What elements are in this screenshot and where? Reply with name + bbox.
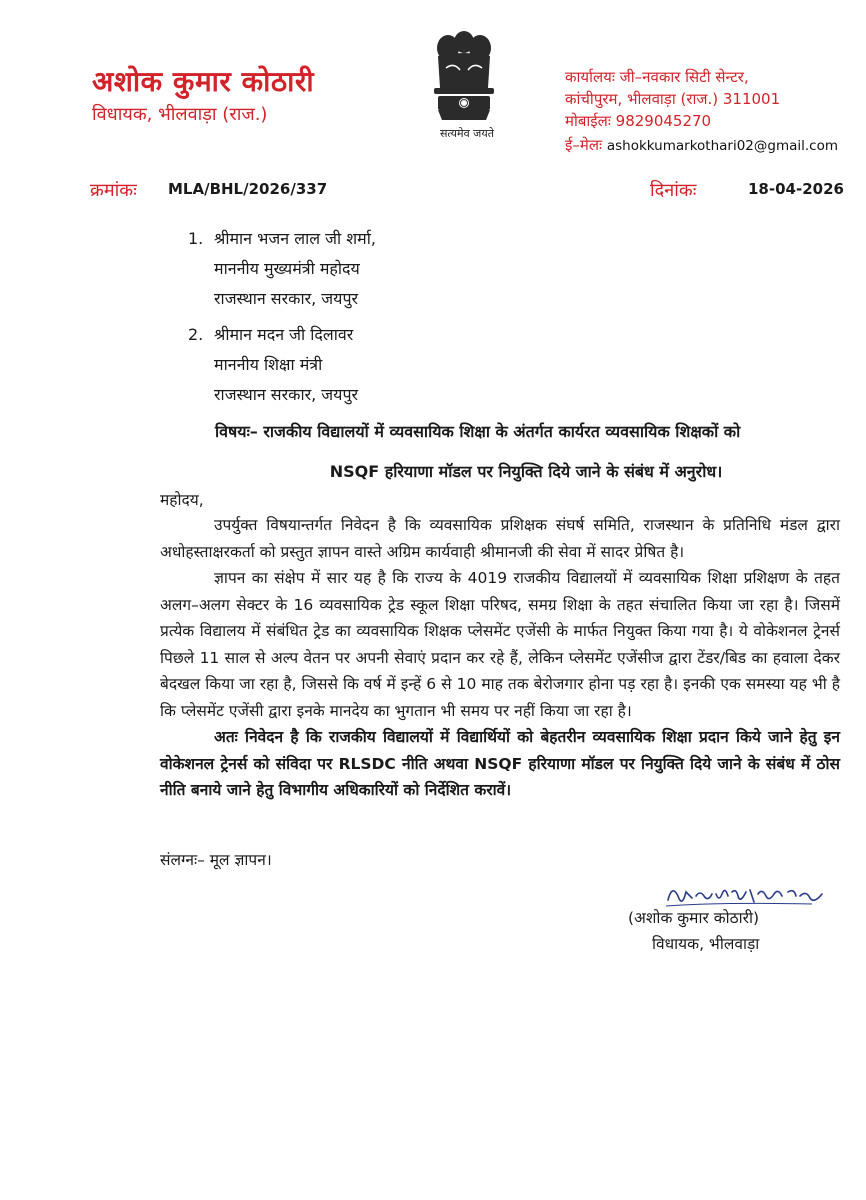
email-label: ई–मेलः <box>565 136 603 154</box>
enclosure: संलग्नः– मूल ज्ञापन। <box>160 851 272 869</box>
mla-name: अशोक कुमार कोठारी <box>92 65 315 98</box>
recipient-1 <box>188 224 376 314</box>
recipient-number: 1. <box>188 229 204 248</box>
mobile-number: 9829045270 <box>615 112 712 130</box>
email-address[interactable]: ashokkumarkothari02@gmail.com <box>606 138 839 154</box>
mobile-line <box>565 110 711 132</box>
letter-body <box>160 512 840 804</box>
signatory-designation: विधायक, भीलवाड़ा <box>652 935 760 953</box>
office-label: कार्यालयः <box>565 68 615 86</box>
paragraph-1: उपर्युक्त विषयान्तर्गत निवेदन है कि व्यवसायिक प्रशिक्षक संघर्ष समिति, राजस्थान के प्रतिनिधि मंडल द्वारा अधोहस्ताक्षरकर्ता को प्रस्तुत ज्ञापन वास्ते अग्रिम कार्यवाही श्रीमानजी की सेवा में सादर प्रेषित है। <box>160 516 840 561</box>
mobile-label: मोबाईलः <box>565 112 611 130</box>
paragraph-3: अतः निवेदन है कि राजकीय विद्यालयों में विद्यार्थियों को बेहतरीन व्यवसायिक शिक्षा प्रदान किये जाने हेतु इन वोकेशनल ट्रेनर्स को संविदा पर RLSDC नीति अथवा NSQF हरियाणा मॉडल पर नियुक्ति दिये जाने के संबंध में ठोस नीति बनाये जाने हेतु विभागीय अधिकारियों को निर्देशित करावें। <box>160 728 840 799</box>
office-line1: जी–नवकार सिटी सेन्टर, <box>619 68 749 86</box>
recipient-name: श्रीमान भजन लाल जी शर्मा, <box>214 229 376 248</box>
mla-designation: विधायक, भीलवाड़ा (राज.) <box>92 104 268 125</box>
reference-number: MLA/BHL/2026/337 <box>168 180 328 198</box>
signatory-name: (अशोक कुमार कोठारी) <box>628 909 760 927</box>
recipient-number: 2. <box>188 325 204 344</box>
office-address-line1 <box>565 66 749 88</box>
ashoka-emblem-icon <box>424 28 504 136</box>
reference-label: क्रमांकः <box>90 180 137 201</box>
recipient-office: राजस्थान सरकार, जयपुर <box>214 385 359 404</box>
paragraph-2: ज्ञापन का संक्षेप में सार यह है कि राज्य के 4019 राजकीय विद्यालयों में व्यवसायिक शिक्षा प्रशिक्षण के तहत अलग–अलग सेक्टर के 16 व्यवसायिक ट्रेड स्कूल शिक्षा परिषद, समग्र शिक्षा के तहत संचालित किया जा रहा है। जिसमें प्रत्येक विद्यालय में संबंधित ट्रेड का व्यवसायिक शिक्षक प्लेसमेंट एजेंसी के मार्फत नियुक्त किया गया है। ये वोकेशनल ट्रेनर्स पिछले 11 साल से अल्प वेतन पर अपनी सेवाएं प्रदान कर रहे हैं, लेकिन प्लेसमेंट एजेंसीज द्वारा टेंडर/बिड का हवाला देकर बेदखल किया जा रहा है, जिससे कि वर्ष में इन्हें 6 से 10 माह तक बेरोजगार होना पड़ रहा है। इनकी एक समस्या यह भी है कि प्लेसमेंट एजेंसी द्वारा इनके मानदेय का भुगतान भी समय पर नहीं किया जा रहा है। <box>160 569 840 720</box>
recipient-2 <box>188 320 358 410</box>
subject-line1: विषयः– राजकीय विद्यालयों में व्यवसायिक शिक्षा के अंतर्गत कार्यरत व्यवसायिक शिक्षकों को <box>215 422 741 441</box>
recipient-name: श्रीमान मदन जी दिलावर <box>214 325 354 344</box>
recipient-title: माननीय मुख्यमंत्री महोदय <box>214 259 360 278</box>
emblem-motto: सत्यमेव जयते <box>439 127 494 140</box>
office-address-line2: कांचीपुरम, भीलवाड़ा (राज.) 311001 <box>565 90 781 108</box>
recipient-title: माननीय शिक्षा मंत्री <box>214 355 323 374</box>
date-label: दिनांकः <box>650 180 697 201</box>
subject <box>215 412 827 492</box>
recipient-office: राजस्थान सरकार, जयपुर <box>214 289 359 308</box>
email-line <box>565 134 838 157</box>
letter-date: 18-04-2026 <box>748 180 844 198</box>
salutation: महोदय, <box>160 491 204 509</box>
subject-line2: NSQF हरियाणा मॉडल पर नियुक्ति दिये जाने के संबंध में अनुरोध। <box>329 462 723 481</box>
